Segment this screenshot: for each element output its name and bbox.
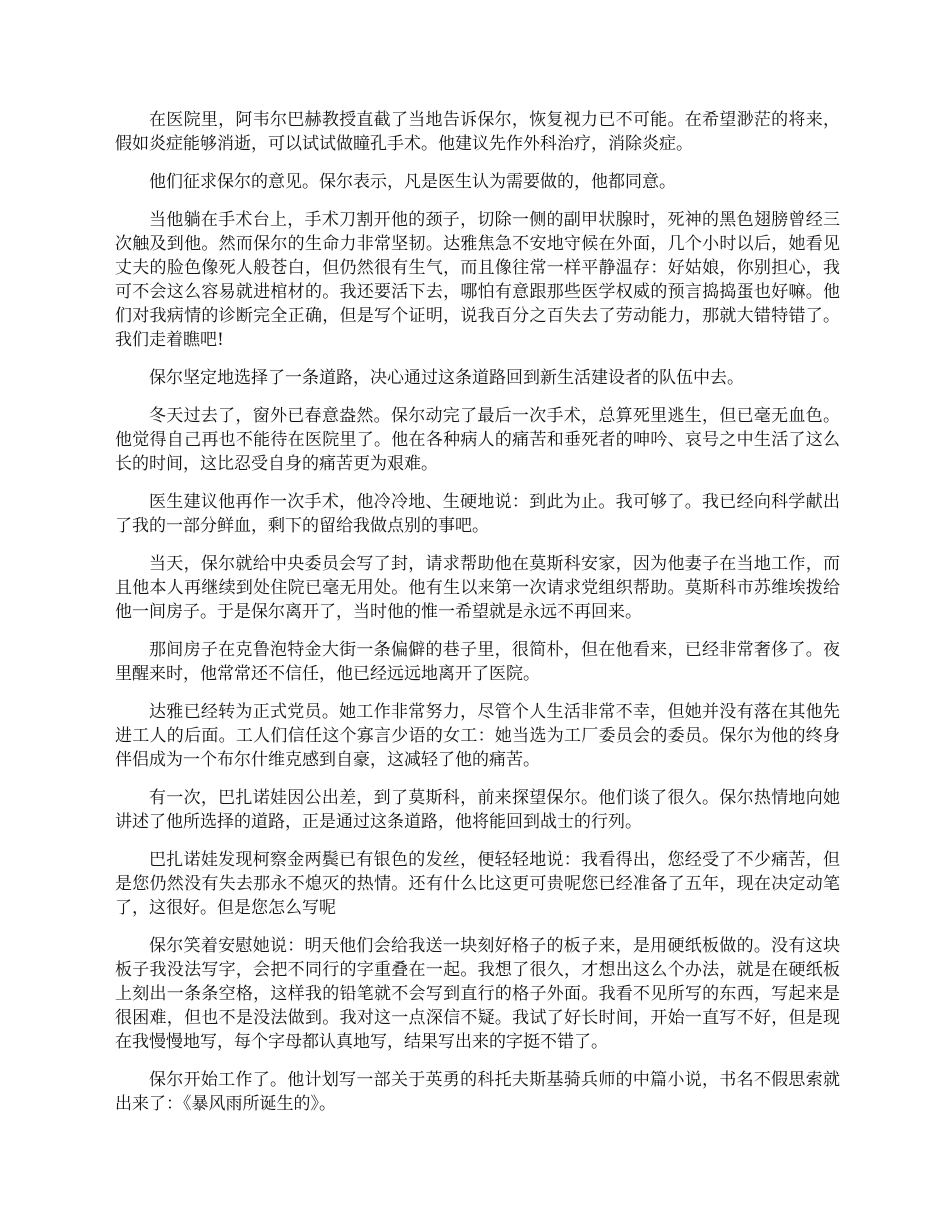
paragraph-3: 当他躺在手术台上，手术刀割开他的颈子，切除一侧的副甲状腺时，死神的黑色翅膀曾经三次触及到他。然而保尔的生命力非常坚韧。达雅焦急不安地守候在外面，几个小时以后，她看见丈夫的脸色像死人般苍白，但仍然很有生气，而且像往常一样平静温存：好姑娘，你别担心，我可不会这么容易就进棺材的。我还要活下去，哪怕有意跟那些医学权威的预言捣捣蛋也好嘛。他们对我病情的诊断完全正确，但是写个证明，说我百分之百失去了劳动能力，那就大错特错了。我们走着瞧吧! (115, 210, 840, 350)
paragraph-6: 医生建议他再作一次手术，他冷冷地、生硬地说：到此为止。我可够了。我已经向科学献出了我的一部分鲜血，剩下的留给我做点别的事吧。 (115, 492, 840, 536)
paragraph-8: 那间房子在克鲁泡特金大街一条偏僻的巷子里，很简朴，但在他看来，已经非常奢侈了。夜里醒来时，他常常还不信任，他已经远远地离开了医院。 (115, 640, 840, 684)
paragraph-10: 有一次，巴扎诺娃因公出差，到了莫斯科，前来探望保尔。他们谈了很久。保尔热情地向她讲述了他所选择的道路，正是通过这条道路，他将能回到战士的行列。 (115, 788, 840, 832)
paragraph-7: 当天，保尔就给中央委员会写了封，请求帮助他在莫斯科安家，因为他妻子在当地工作，而且他本人再继续到处住院已毫无用处。他有生以来第一次请求党组织帮助。莫斯科市苏维埃拨给他一间房子。于是保尔离开了，当时他的惟一希望就是永远不再回来。 (115, 554, 840, 622)
paragraph-2: 他们征求保尔的意见。保尔表示，凡是医生认为需要做的，他都同意。 (149, 172, 676, 192)
paragraph-12: 保尔笑着安慰她说：明天他们会给我送一块刻好格子的板子来，是用硬纸板做的。没有这块板子我没法写字，会把不同行的字重叠在一起。我想了很久，才想出这么个办法，就是在硬纸板上刻出一条条空格，这样我的铅笔就不会写到直行的格子外面。我看不见所写的东西，写起来是很困难，但也不是没法做到。我对这一点深信不疑。我试了好长时间，开始一直写不好，但是现在我慢慢地写，每个字母都认真地写，结果写出来的字挺不错了。 (115, 936, 840, 1052)
paragraph-11: 巴扎诺娃发现柯察金两鬓已有银色的发丝，便轻轻地说：我看得出，您经受了不少痛苦，但是您仍然没有失去那永不熄灭的热情。还有什么比这更可贵呢您已经准备了五年，现在决定动笔了，这很好。但是您怎么写呢 (115, 850, 840, 918)
paragraph-4: 保尔坚定地选择了一条道路，决心通过这条道路回到新生活建设者的队伍中去。 (149, 368, 744, 388)
paragraph-13: 保尔开始工作了。他计划写一部关于英勇的科托夫斯基骑兵师的中篇小说，书名不假思索就出来了：《暴风雨所诞生的》。 (115, 1070, 840, 1114)
paragraph-5: 冬天过去了，窗外已春意盎然。保尔动完了最后一次手术，总算死里逃生，但已毫无血色。他觉得自己再也不能待在医院里了。他在各种病人的痛苦和垂死者的呻吟、哀号之中生活了这么长的时间，这比忍受自身的痛苦更为艰难。 (115, 406, 840, 474)
paragraph-9: 达雅已经转为正式党员。她工作非常努力，尽管个人生活非常不幸，但她并没有落在其他先进工人的后面。工人们信任这个寡言少语的女工：她当选为工厂委员会的委员。保尔为他的终身伴侣成为一个布尔什维克感到自豪，这减轻了他的痛苦。 (115, 702, 840, 770)
paragraph-1: 在医院里，阿韦尔巴赫教授直截了当地告诉保尔，恢复视力已不可能。在希望渺茫的将来，假如炎症能够消逝，可以试试做瞳孔手术。他建议先作外科治疗，消除炎症。 (115, 110, 840, 154)
document-body (115, 108, 840, 1130)
